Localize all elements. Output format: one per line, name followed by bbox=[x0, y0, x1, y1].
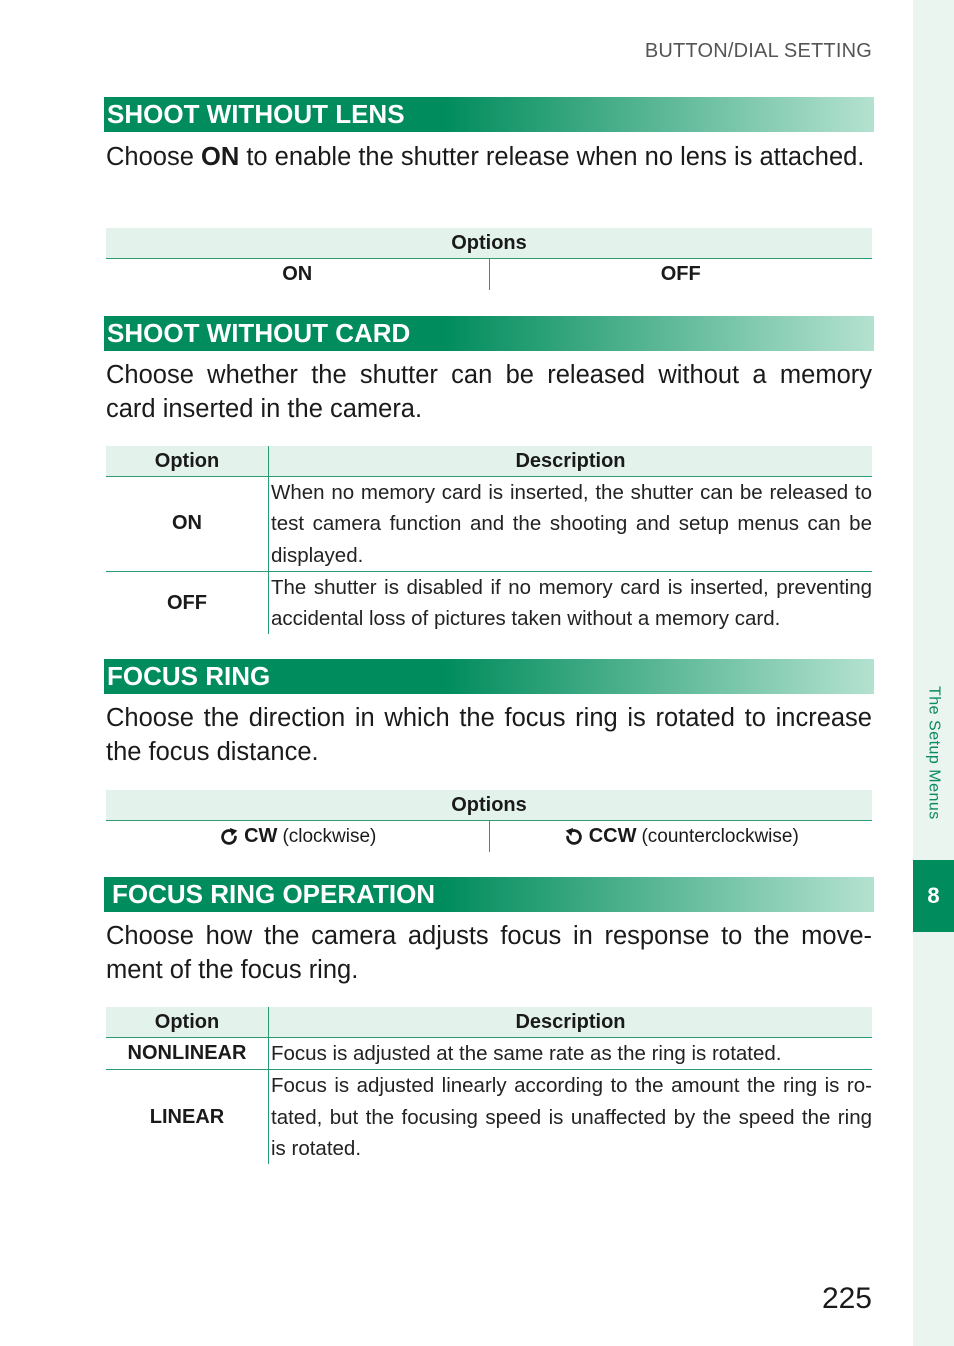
table-row bbox=[106, 1038, 872, 1070]
row-description: Focus is adjusted linearly according to the amount the ring is rotated, but the focusing speed is unaffected by the speed the ring is rotated. bbox=[268, 1070, 872, 1164]
chapter-side-label bbox=[913, 686, 954, 856]
option-table-shoot-without-card bbox=[106, 446, 872, 634]
running-header: BUTTON/DIAL SETTING bbox=[644, 40, 872, 62]
table-row bbox=[106, 572, 872, 635]
option-ccw-label: CCW bbox=[588, 825, 637, 847]
section-text-focus-ring: Choose the direction in which the focus ring is rotated to increase the focus distance. bbox=[106, 704, 872, 766]
options-header: Options bbox=[106, 790, 872, 821]
options-table-focus-ring bbox=[106, 790, 872, 852]
row-option: OFF bbox=[167, 591, 207, 614]
row-option: ON bbox=[172, 512, 202, 535]
section-text-shoot-without-lens bbox=[106, 140, 872, 174]
section-title-focus-ring-operation: FOCUS RING OPERATION bbox=[104, 877, 874, 912]
option-ccw-note: (counterclockwise) bbox=[641, 825, 799, 847]
option-cw-note: (clockwise) bbox=[282, 825, 377, 847]
text-part: to enable the shutter release when no lens is attached. bbox=[239, 143, 865, 171]
option-ccw bbox=[489, 821, 873, 852]
clockwise-arrow-icon bbox=[218, 826, 240, 848]
row-description: Focus is adjusted at the same rate as the ring is rotated. bbox=[268, 1038, 872, 1069]
side-strip bbox=[913, 0, 954, 1346]
section-title-shoot-without-lens: SHOOT WITHOUT LENS bbox=[104, 97, 874, 132]
col-description: Description bbox=[268, 446, 872, 476]
col-option: Option bbox=[154, 1010, 220, 1033]
chapter-tab[interactable]: 8 bbox=[913, 860, 954, 932]
section-title-shoot-without-card: SHOOT WITHOUT CARD bbox=[104, 316, 874, 351]
text-part: Choose bbox=[106, 143, 201, 171]
section-title-focus-ring: FOCUS RING bbox=[104, 659, 874, 694]
col-option: Option bbox=[154, 449, 220, 472]
section-text-shoot-without-card: Choose whether the shutter can be released without a memory card inserted in the camera. bbox=[106, 361, 872, 423]
table-row bbox=[106, 477, 872, 572]
row-option: LINEAR bbox=[149, 1105, 225, 1128]
table-row bbox=[106, 1070, 872, 1164]
page-number: 225 bbox=[821, 1282, 872, 1315]
options-header: Options bbox=[106, 228, 872, 259]
col-description: Description bbox=[268, 1007, 872, 1037]
option-cw-label: CW bbox=[244, 825, 278, 847]
options-table-shoot-without-lens bbox=[106, 228, 872, 290]
options-row bbox=[106, 821, 872, 852]
option-table-focus-ring-operation bbox=[106, 1007, 872, 1164]
section-text-focus-ring-operation: Choose how the camera adjusts focus in response to the movement of the focus ring. bbox=[106, 922, 872, 984]
row-description: When no memory card is inserted, the shutter can be released to test camera function and the shooting and setup menus can be displayed. bbox=[268, 477, 872, 571]
option-on: ON bbox=[282, 263, 313, 285]
side-label-text: The Setup Menus bbox=[925, 686, 943, 820]
table-header bbox=[106, 446, 872, 477]
row-option: NONLINEAR bbox=[127, 1042, 247, 1065]
options-row bbox=[106, 259, 872, 290]
option-off: OFF bbox=[489, 259, 873, 290]
option-cw bbox=[106, 821, 489, 852]
text-bold-on: ON bbox=[200, 143, 240, 171]
table-header bbox=[106, 1007, 872, 1038]
counterclockwise-arrow-icon bbox=[563, 826, 585, 848]
row-description: The shutter is disabled if no memory card is inserted, preventing accidental loss of pictures taken without a memory card. bbox=[268, 572, 872, 635]
